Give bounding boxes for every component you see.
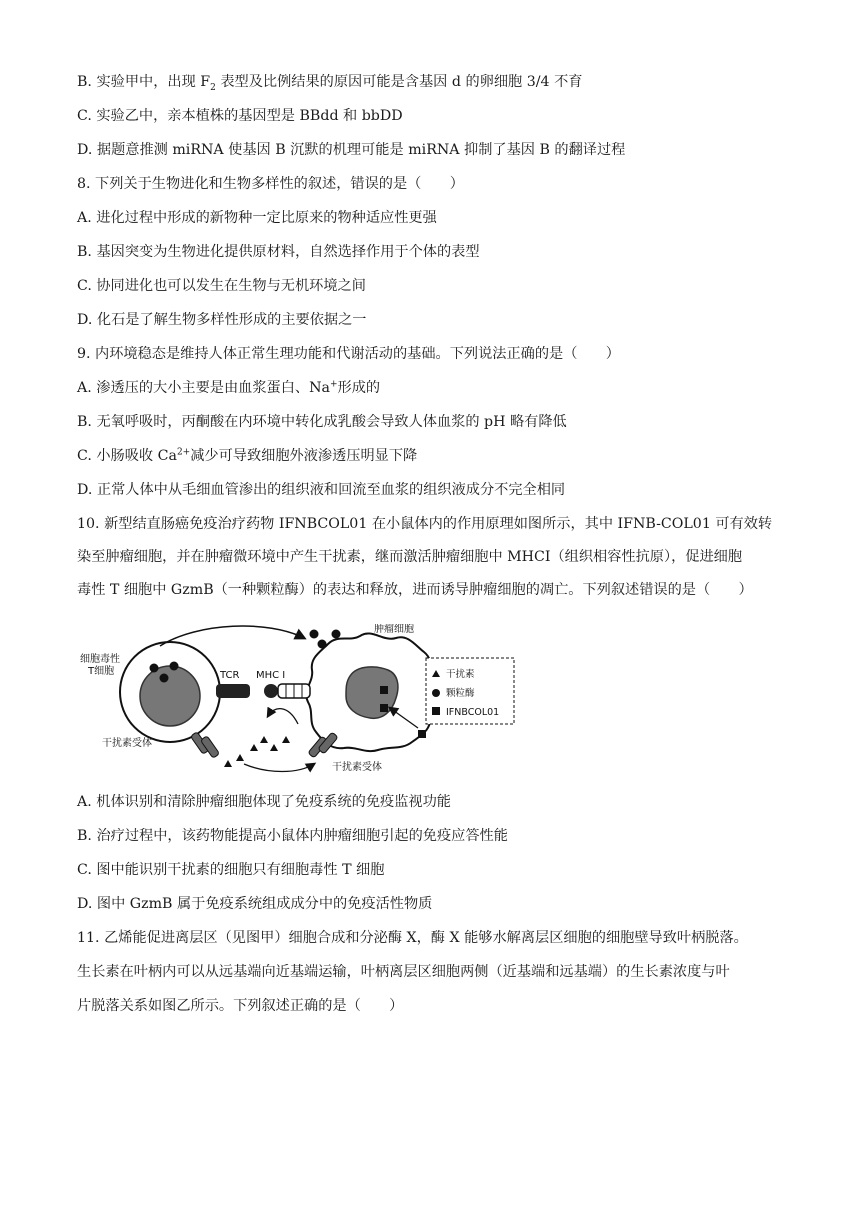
left-interferon-receptor <box>190 732 219 759</box>
q7-option-b: B. 实验甲中，出现 $F_2$ 表型及比例结果的原因可能是含基因 d 的卵细胞 3/4 不育 <box>77 74 583 93</box>
q9-option-a: A. 渗透压的大小主要是由血浆蛋白、Na+形成的 <box>77 379 381 396</box>
tumor-cell <box>306 633 435 751</box>
q10-option-c: C. 图中能识别干扰素的细胞只有细胞毒性 T 细胞 <box>77 862 385 878</box>
interferon-arrow-left <box>268 709 298 724</box>
q11-stem-line2: 生长素在叶柄内可以从远基端向近基端运输，叶柄离层区细胞两侧（近基端和远基端）的生长素浓度与叶 <box>77 964 730 980</box>
q8-option-d: D. 化石是了解生物多样性形成的主要依据之一 <box>77 312 367 328</box>
interferon-arrow-right <box>244 764 314 772</box>
q8-option-c: C. 协同进化也可以发生在生物与无机环境之间 <box>77 278 366 294</box>
q7-option-d: D. 据题意推测 miRNA 使基因 B 沉默的机理可能是 miRNA 抑制了基因 B 的翻译过程 <box>77 142 626 158</box>
t-cell <box>120 642 220 742</box>
legend-interferon: 干扰素 <box>446 669 475 680</box>
q9-stem: 9. 内环境稳态是维持人体正常生理功能和代谢活动的基础。下列说法正确的是（ ） <box>77 346 620 362</box>
drug-square <box>418 730 426 738</box>
t-cell-label-line1: 细胞毒性 <box>80 654 120 665</box>
q9-option-c: C. 小肠吸收 $Ca^{2+}$减少可导致细胞外液渗透压明显下降 <box>77 447 418 464</box>
q10-option-a: A. 机体识别和清除肿瘤细胞体现了免疫系统的免疫监视功能 <box>77 794 451 810</box>
mhc-label: MHC I <box>256 670 286 681</box>
interferon-triangles <box>224 736 290 767</box>
q9-option-b: B. 无氧呼吸时，丙酮酸在内环境中转化成乳酸会导致人体血浆的 pH 略有降低 <box>77 414 567 430</box>
tcr-label: TCR <box>220 670 240 681</box>
q8-option-b: B. 基因突变为生物进化提供原材料，自然选择作用于个体的表型 <box>77 244 480 260</box>
q10-stem-line2: 染至肿瘤细胞，并在肿瘤微环境中产生干扰素，继而激活肿瘤细胞中 MHCI（组织相容性抗原），促进细胞 <box>77 549 743 565</box>
q9-option-d: D. 正常人体中从毛细血管渗出的组织液和回流至血浆的组织液成分不完全相同 <box>77 482 566 498</box>
tcr-mhc-complex <box>216 684 310 698</box>
right-receptor-label: 干扰素受体 <box>332 762 382 773</box>
q7-option-c: C. 实验乙中，亲本植株的基因型是 BBdd 和 bbDD <box>77 108 403 124</box>
legend-drug: IFNBCOL01 <box>446 707 500 718</box>
q10-stem-line3: 毒性 T 细胞中 GzmB（一种颗粒酶）的表达和释放，进而诱导肿瘤细胞的凋亡。下列叙述错误的是（ ） <box>77 582 753 598</box>
immunotherapy-diagram <box>78 624 528 774</box>
q11-stem-line3: 片脱落关系如图乙所示。下列叙述正确的是（ ） <box>77 998 404 1014</box>
q8-stem: 8. 下列关于生物进化和生物多样性的叙述，错误的是（ ） <box>77 176 464 192</box>
t-cell-label-line2: T细胞 <box>88 666 115 677</box>
legend-granzyme: 颗粒酶 <box>446 688 475 699</box>
q10-option-b: B. 治疗过程中，该药物能提高小鼠体内肿瘤细胞引起的免疫应答性能 <box>77 828 508 844</box>
q11-stem-line1: 11. 乙烯能促进离层区（见图甲）细胞合成和分泌酶 X，酶 X 能够水解离层区细胞的细胞壁导致叶柄脱落。 <box>77 930 748 946</box>
q10-option-d: D. 图中 GzmB 属于免疫系统组成成分中的免疫活性物质 <box>77 896 433 912</box>
left-receptor-label: 干扰素受体 <box>102 738 152 749</box>
q8-option-a: A. 进化过程中形成的新物种一定比原来的物种适应性更强 <box>77 210 437 226</box>
tumor-cell-label: 肿瘤细胞 <box>374 624 414 635</box>
q10-stem-line1: 10. 新型结直肠癌免疫治疗药物 IFNBCOL01 在小鼠体内的作用原理如图所示，其中 IFNB-COL01 可有效转 <box>77 516 773 532</box>
